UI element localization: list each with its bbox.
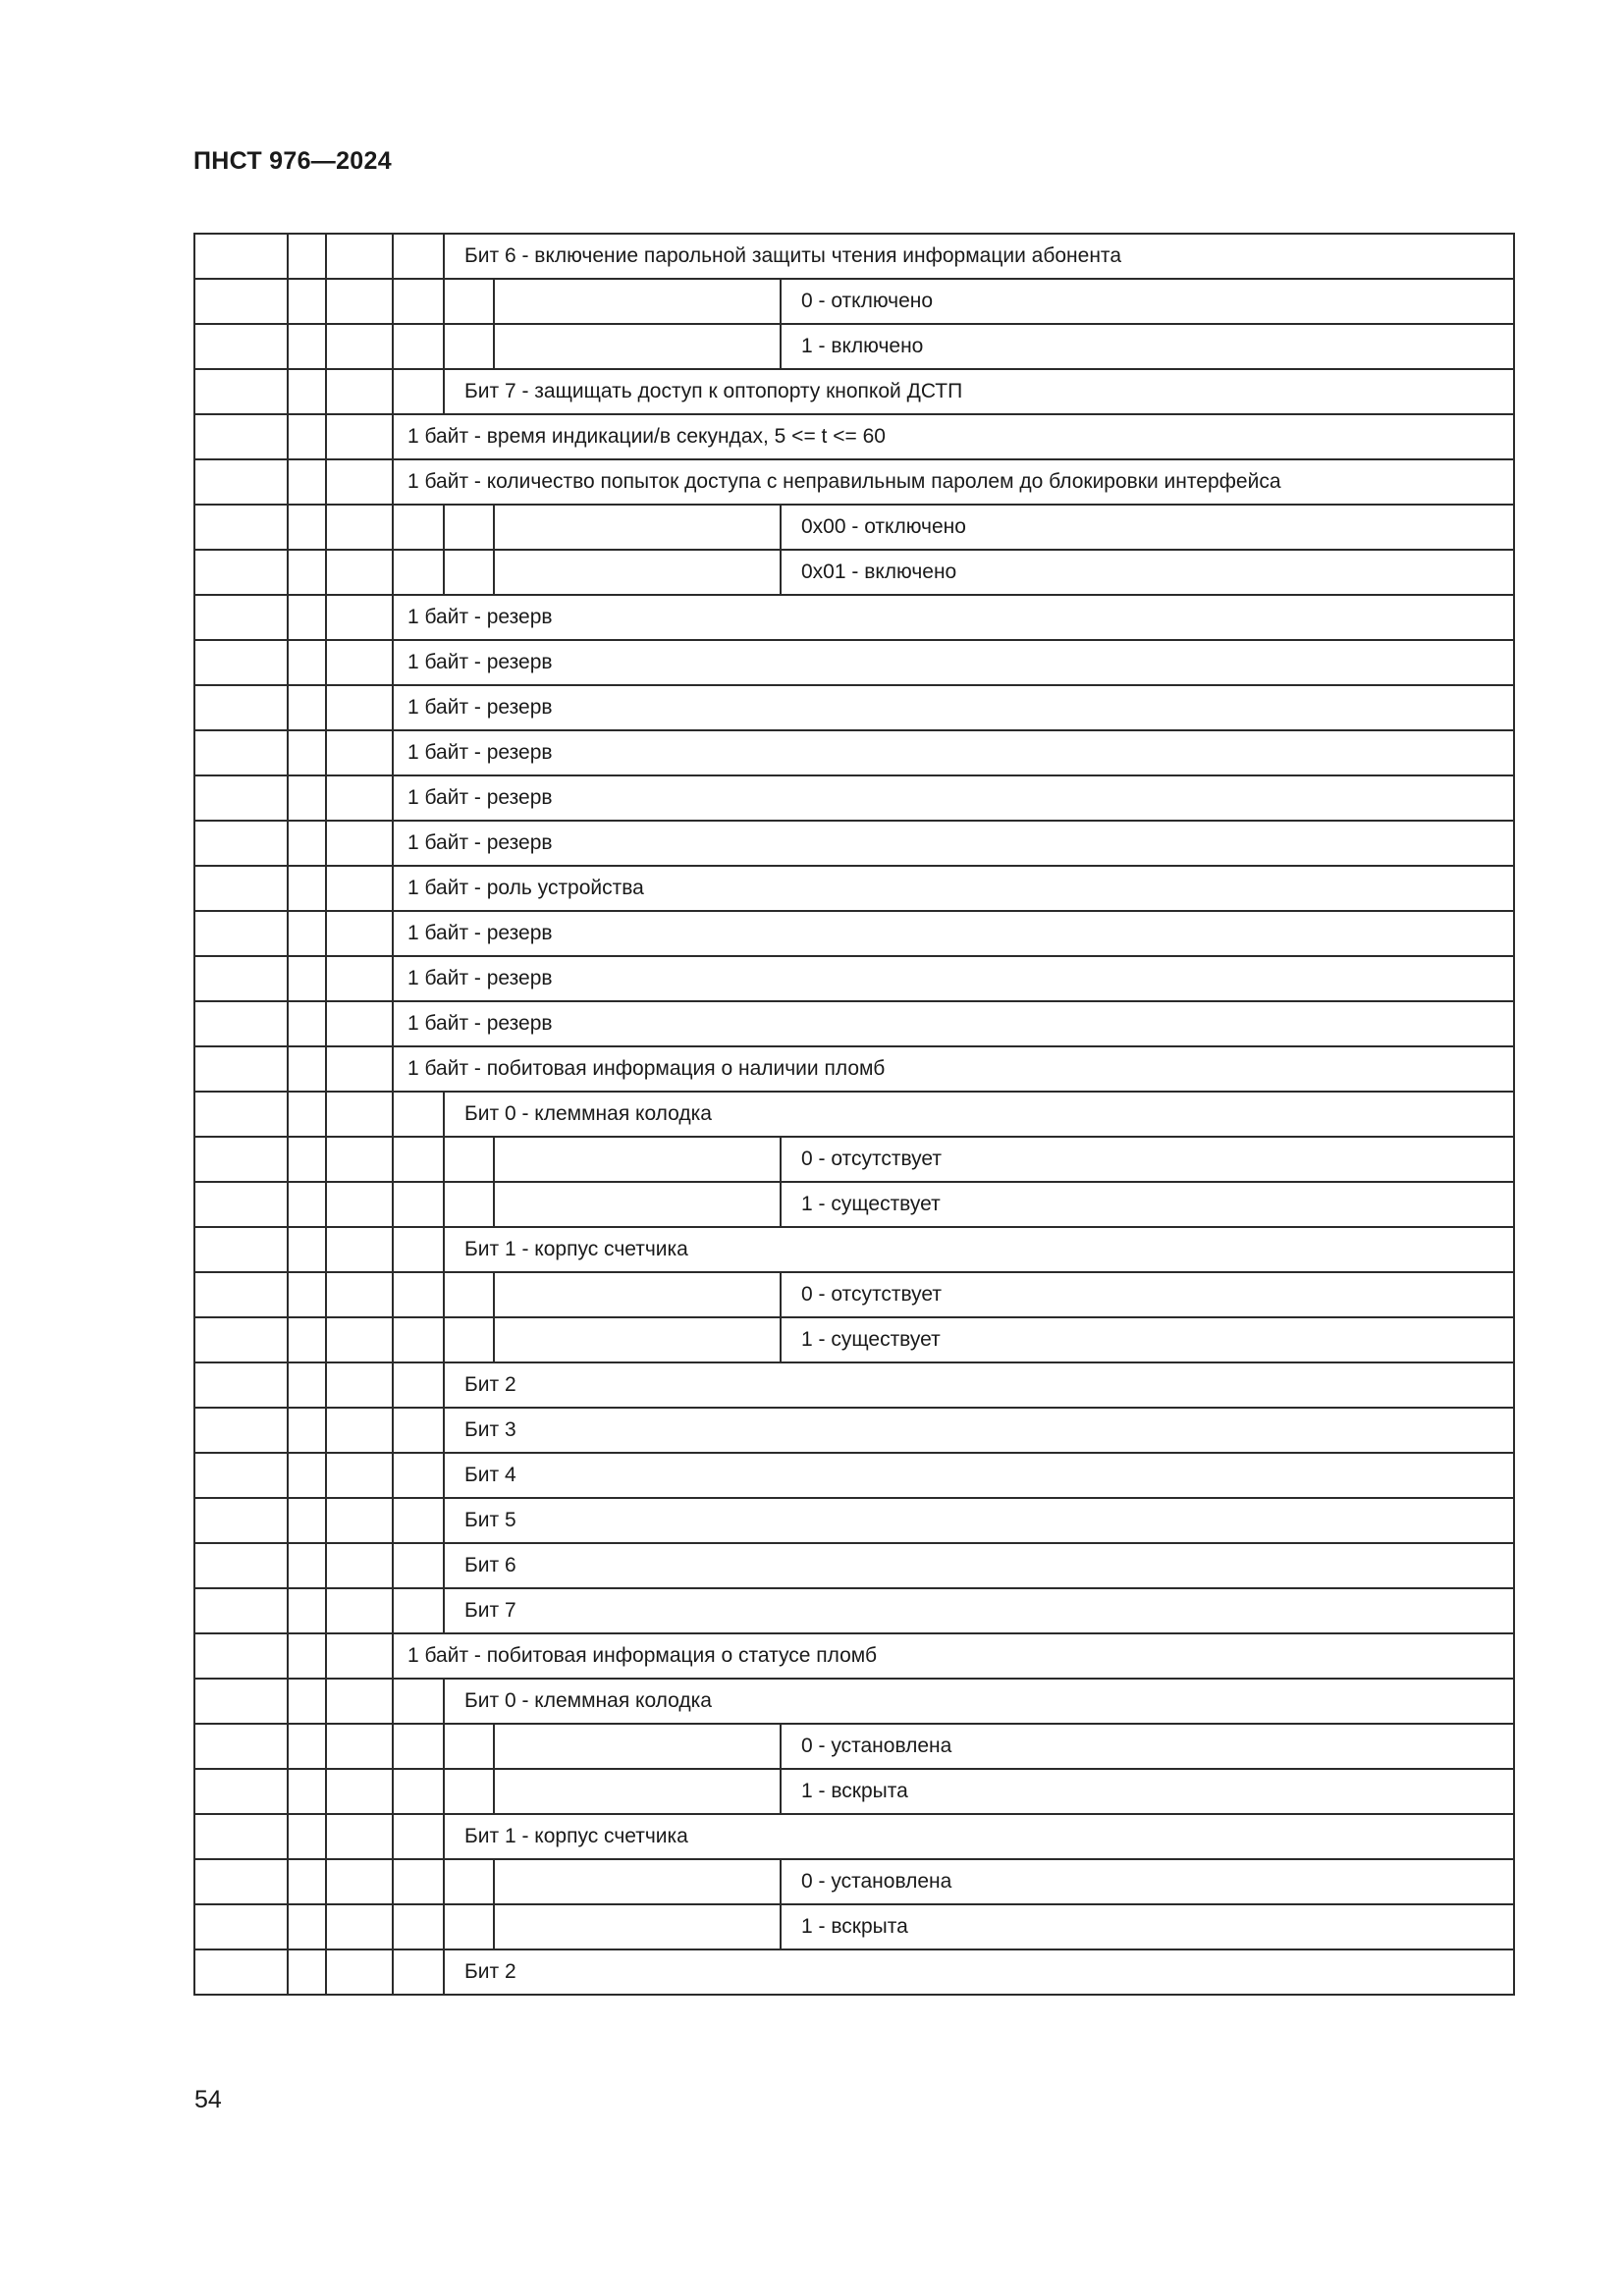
empty-cell: [326, 1498, 393, 1543]
empty-cell: [288, 1814, 326, 1859]
empty-cell: [444, 1904, 494, 1949]
table-row: [194, 1272, 1514, 1317]
empty-cell: [194, 595, 288, 640]
empty-cell: [393, 1769, 444, 1814]
empty-cell: [494, 1904, 781, 1949]
table-row: [194, 1949, 1514, 1995]
empty-cell: [393, 324, 444, 369]
table-row: [194, 1227, 1514, 1272]
empty-cell: [326, 1633, 393, 1679]
empty-cell: [288, 1949, 326, 1995]
empty-cell: [494, 1182, 781, 1227]
empty-cell: [326, 956, 393, 1001]
empty-cell: [194, 414, 288, 459]
empty-cell: [326, 595, 393, 640]
empty-cell: [194, 956, 288, 1001]
empty-cell: [288, 1633, 326, 1679]
empty-cell: [326, 1317, 393, 1362]
empty-cell: [444, 550, 494, 595]
empty-cell: [326, 324, 393, 369]
empty-cell: [288, 1543, 326, 1588]
empty-cell: [194, 279, 288, 324]
empty-cell: [194, 1317, 288, 1362]
empty-cell: [393, 1408, 444, 1453]
table-row: [194, 279, 1514, 324]
empty-cell: [494, 324, 781, 369]
empty-cell: [326, 550, 393, 595]
empty-cell: [494, 1724, 781, 1769]
table-body: [194, 234, 1514, 1995]
empty-cell: [288, 866, 326, 911]
table-row: [194, 1904, 1514, 1949]
row-text: 1 байт - резерв: [393, 1001, 1514, 1046]
specification-table: [193, 233, 1515, 1996]
row-text: Бит 6: [444, 1543, 1514, 1588]
empty-cell: [393, 1498, 444, 1543]
empty-cell: [326, 1904, 393, 1949]
empty-cell: [393, 1137, 444, 1182]
table-row: [194, 911, 1514, 956]
table-row: [194, 730, 1514, 775]
row-text: 0 - отключено: [781, 279, 1514, 324]
empty-cell: [194, 1182, 288, 1227]
empty-cell: [326, 640, 393, 685]
empty-cell: [288, 640, 326, 685]
empty-cell: [393, 1814, 444, 1859]
empty-cell: [326, 459, 393, 505]
empty-cell: [288, 324, 326, 369]
table-row: [194, 1724, 1514, 1769]
empty-cell: [288, 1317, 326, 1362]
empty-cell: [194, 1001, 288, 1046]
empty-cell: [288, 1769, 326, 1814]
empty-cell: [494, 1137, 781, 1182]
row-text: 1 байт - резерв: [393, 911, 1514, 956]
empty-cell: [288, 234, 326, 279]
empty-cell: [194, 1272, 288, 1317]
row-text: 1 байт - роль устройства: [393, 866, 1514, 911]
empty-cell: [326, 1272, 393, 1317]
table-row: [194, 1137, 1514, 1182]
empty-cell: [194, 1769, 288, 1814]
empty-cell: [194, 1588, 288, 1633]
empty-cell: [393, 1453, 444, 1498]
empty-cell: [194, 866, 288, 911]
empty-cell: [194, 1724, 288, 1769]
empty-cell: [326, 1092, 393, 1137]
empty-cell: [194, 234, 288, 279]
empty-cell: [326, 369, 393, 414]
empty-cell: [393, 1949, 444, 1995]
row-text: Бит 5: [444, 1498, 1514, 1543]
empty-cell: [194, 1453, 288, 1498]
empty-cell: [393, 550, 444, 595]
empty-cell: [194, 1227, 288, 1272]
row-text: 1 байт - резерв: [393, 685, 1514, 730]
empty-cell: [194, 1633, 288, 1679]
empty-cell: [393, 369, 444, 414]
table-row: [194, 324, 1514, 369]
empty-cell: [326, 911, 393, 956]
empty-cell: [326, 1949, 393, 1995]
empty-cell: [288, 550, 326, 595]
empty-cell: [444, 1272, 494, 1317]
table-row: [194, 1814, 1514, 1859]
row-text: 1 - вскрыта: [781, 1904, 1514, 1949]
empty-cell: [288, 1137, 326, 1182]
empty-cell: [194, 775, 288, 821]
empty-cell: [393, 234, 444, 279]
empty-cell: [288, 685, 326, 730]
empty-cell: [393, 1092, 444, 1137]
table-row: [194, 505, 1514, 550]
table-row: [194, 1408, 1514, 1453]
empty-cell: [326, 505, 393, 550]
empty-cell: [288, 1408, 326, 1453]
table-row: [194, 595, 1514, 640]
row-text: 0 - отсутствует: [781, 1137, 1514, 1182]
empty-cell: [494, 505, 781, 550]
empty-cell: [444, 1859, 494, 1904]
empty-cell: [288, 1272, 326, 1317]
row-text: 0x00 - отключено: [781, 505, 1514, 550]
table-row: [194, 1588, 1514, 1633]
empty-cell: [326, 1859, 393, 1904]
empty-cell: [194, 1092, 288, 1137]
table-row: [194, 369, 1514, 414]
empty-cell: [194, 730, 288, 775]
row-text: 1 - существует: [781, 1182, 1514, 1227]
empty-cell: [494, 1769, 781, 1814]
empty-cell: [494, 1859, 781, 1904]
empty-cell: [194, 324, 288, 369]
table-row: [194, 234, 1514, 279]
empty-cell: [393, 1588, 444, 1633]
row-text: Бит 7: [444, 1588, 1514, 1633]
empty-cell: [326, 821, 393, 866]
page-number: 54: [194, 2086, 222, 2113]
empty-cell: [393, 1679, 444, 1724]
table-row: [194, 1182, 1514, 1227]
row-text: 1 байт - резерв: [393, 821, 1514, 866]
empty-cell: [288, 279, 326, 324]
empty-cell: [288, 1588, 326, 1633]
empty-cell: [194, 1498, 288, 1543]
empty-cell: [326, 1362, 393, 1408]
table-row: [194, 1453, 1514, 1498]
table-row: [194, 550, 1514, 595]
table-row: [194, 1543, 1514, 1588]
row-text: Бит 1 - корпус счетчика: [444, 1227, 1514, 1272]
empty-cell: [393, 1272, 444, 1317]
row-text: Бит 2: [444, 1362, 1514, 1408]
empty-cell: [288, 369, 326, 414]
empty-cell: [393, 1724, 444, 1769]
empty-cell: [288, 1362, 326, 1408]
empty-cell: [326, 1679, 393, 1724]
empty-cell: [288, 1182, 326, 1227]
row-text: 1 байт - количество попыток доступа с неправильным паролем до блокировки интерфейса: [393, 459, 1514, 505]
empty-cell: [288, 595, 326, 640]
row-text: Бит 0 - клеммная колодка: [444, 1092, 1514, 1137]
row-text: 1 - вскрыта: [781, 1769, 1514, 1814]
row-text: 0 - установлена: [781, 1724, 1514, 1769]
empty-cell: [326, 234, 393, 279]
empty-cell: [288, 911, 326, 956]
table-row: [194, 1046, 1514, 1092]
table-row: [194, 685, 1514, 730]
empty-cell: [288, 1724, 326, 1769]
row-text: 1 байт - резерв: [393, 956, 1514, 1001]
empty-cell: [194, 1046, 288, 1092]
empty-cell: [326, 685, 393, 730]
row-text: Бит 2: [444, 1949, 1514, 1995]
empty-cell: [393, 1543, 444, 1588]
empty-cell: [393, 505, 444, 550]
empty-cell: [288, 1453, 326, 1498]
row-text: Бит 6 - включение парольной защиты чтения информации абонента: [444, 234, 1514, 279]
row-text: 1 - включено: [781, 324, 1514, 369]
empty-cell: [288, 1498, 326, 1543]
row-text: Бит 3: [444, 1408, 1514, 1453]
table-row: [194, 1679, 1514, 1724]
row-text: Бит 7 - защищать доступ к оптопорту кнопкой ДСТП: [444, 369, 1514, 414]
row-text: Бит 0 - клеммная колодка: [444, 1679, 1514, 1724]
row-text: Бит 1 - корпус счетчика: [444, 1814, 1514, 1859]
empty-cell: [444, 1182, 494, 1227]
row-text: 1 байт - резерв: [393, 730, 1514, 775]
empty-cell: [194, 911, 288, 956]
row-text: 1 байт - побитовая информация о наличии пломб: [393, 1046, 1514, 1092]
empty-cell: [288, 1859, 326, 1904]
empty-cell: [288, 1679, 326, 1724]
row-text: 0 - установлена: [781, 1859, 1514, 1904]
empty-cell: [326, 1453, 393, 1498]
empty-cell: [393, 1859, 444, 1904]
empty-cell: [393, 279, 444, 324]
empty-cell: [326, 775, 393, 821]
empty-cell: [444, 1769, 494, 1814]
table-row: [194, 956, 1514, 1001]
empty-cell: [194, 1408, 288, 1453]
empty-cell: [326, 1724, 393, 1769]
empty-cell: [288, 956, 326, 1001]
empty-cell: [494, 550, 781, 595]
table-row: [194, 459, 1514, 505]
empty-cell: [444, 324, 494, 369]
empty-cell: [326, 1814, 393, 1859]
row-text: 1 - существует: [781, 1317, 1514, 1362]
empty-cell: [194, 640, 288, 685]
empty-cell: [444, 279, 494, 324]
empty-cell: [194, 550, 288, 595]
row-text: 1 байт - резерв: [393, 640, 1514, 685]
empty-cell: [288, 1227, 326, 1272]
empty-cell: [326, 1227, 393, 1272]
empty-cell: [326, 1137, 393, 1182]
empty-cell: [288, 730, 326, 775]
empty-cell: [326, 1588, 393, 1633]
empty-cell: [288, 1092, 326, 1137]
empty-cell: [326, 1769, 393, 1814]
empty-cell: [288, 775, 326, 821]
empty-cell: [494, 1272, 781, 1317]
row-text: 0 - отсутствует: [781, 1272, 1514, 1317]
row-text: Бит 4: [444, 1453, 1514, 1498]
empty-cell: [288, 1046, 326, 1092]
empty-cell: [444, 505, 494, 550]
table-row: [194, 1317, 1514, 1362]
empty-cell: [326, 1182, 393, 1227]
empty-cell: [326, 866, 393, 911]
empty-cell: [393, 1904, 444, 1949]
empty-cell: [444, 1317, 494, 1362]
table-row: [194, 1769, 1514, 1814]
empty-cell: [288, 821, 326, 866]
empty-cell: [494, 279, 781, 324]
empty-cell: [393, 1182, 444, 1227]
table-row: [194, 1633, 1514, 1679]
empty-cell: [326, 1543, 393, 1588]
empty-cell: [288, 459, 326, 505]
empty-cell: [194, 1362, 288, 1408]
empty-cell: [288, 414, 326, 459]
empty-cell: [194, 1679, 288, 1724]
empty-cell: [444, 1724, 494, 1769]
table-row: [194, 1362, 1514, 1408]
table-row: [194, 1001, 1514, 1046]
empty-cell: [194, 1859, 288, 1904]
empty-cell: [393, 1317, 444, 1362]
empty-cell: [288, 505, 326, 550]
empty-cell: [194, 369, 288, 414]
empty-cell: [288, 1001, 326, 1046]
empty-cell: [326, 730, 393, 775]
row-text: 1 байт - время индикации/в секундах, 5 <= t <= 60: [393, 414, 1514, 459]
empty-cell: [194, 685, 288, 730]
table-row: [194, 1498, 1514, 1543]
table-row: [194, 414, 1514, 459]
table-row: [194, 640, 1514, 685]
table-row: [194, 821, 1514, 866]
empty-cell: [288, 1904, 326, 1949]
empty-cell: [393, 1227, 444, 1272]
empty-cell: [194, 1543, 288, 1588]
empty-cell: [194, 1904, 288, 1949]
row-text: 1 байт - резерв: [393, 775, 1514, 821]
table-row: [194, 1092, 1514, 1137]
empty-cell: [326, 279, 393, 324]
row-text: 0x01 - включено: [781, 550, 1514, 595]
empty-cell: [194, 1137, 288, 1182]
empty-cell: [194, 1949, 288, 1995]
table-row: [194, 866, 1514, 911]
empty-cell: [326, 1408, 393, 1453]
empty-cell: [393, 1362, 444, 1408]
empty-cell: [326, 1046, 393, 1092]
empty-cell: [194, 1814, 288, 1859]
empty-cell: [326, 1001, 393, 1046]
row-text: 1 байт - побитовая информация о статусе пломб: [393, 1633, 1514, 1679]
empty-cell: [194, 821, 288, 866]
table-row: [194, 775, 1514, 821]
table-row: [194, 1859, 1514, 1904]
row-text: 1 байт - резерв: [393, 595, 1514, 640]
empty-cell: [444, 1137, 494, 1182]
empty-cell: [194, 505, 288, 550]
document-header: ПНСТ 976—2024: [193, 147, 392, 175]
empty-cell: [194, 459, 288, 505]
empty-cell: [326, 414, 393, 459]
empty-cell: [494, 1317, 781, 1362]
